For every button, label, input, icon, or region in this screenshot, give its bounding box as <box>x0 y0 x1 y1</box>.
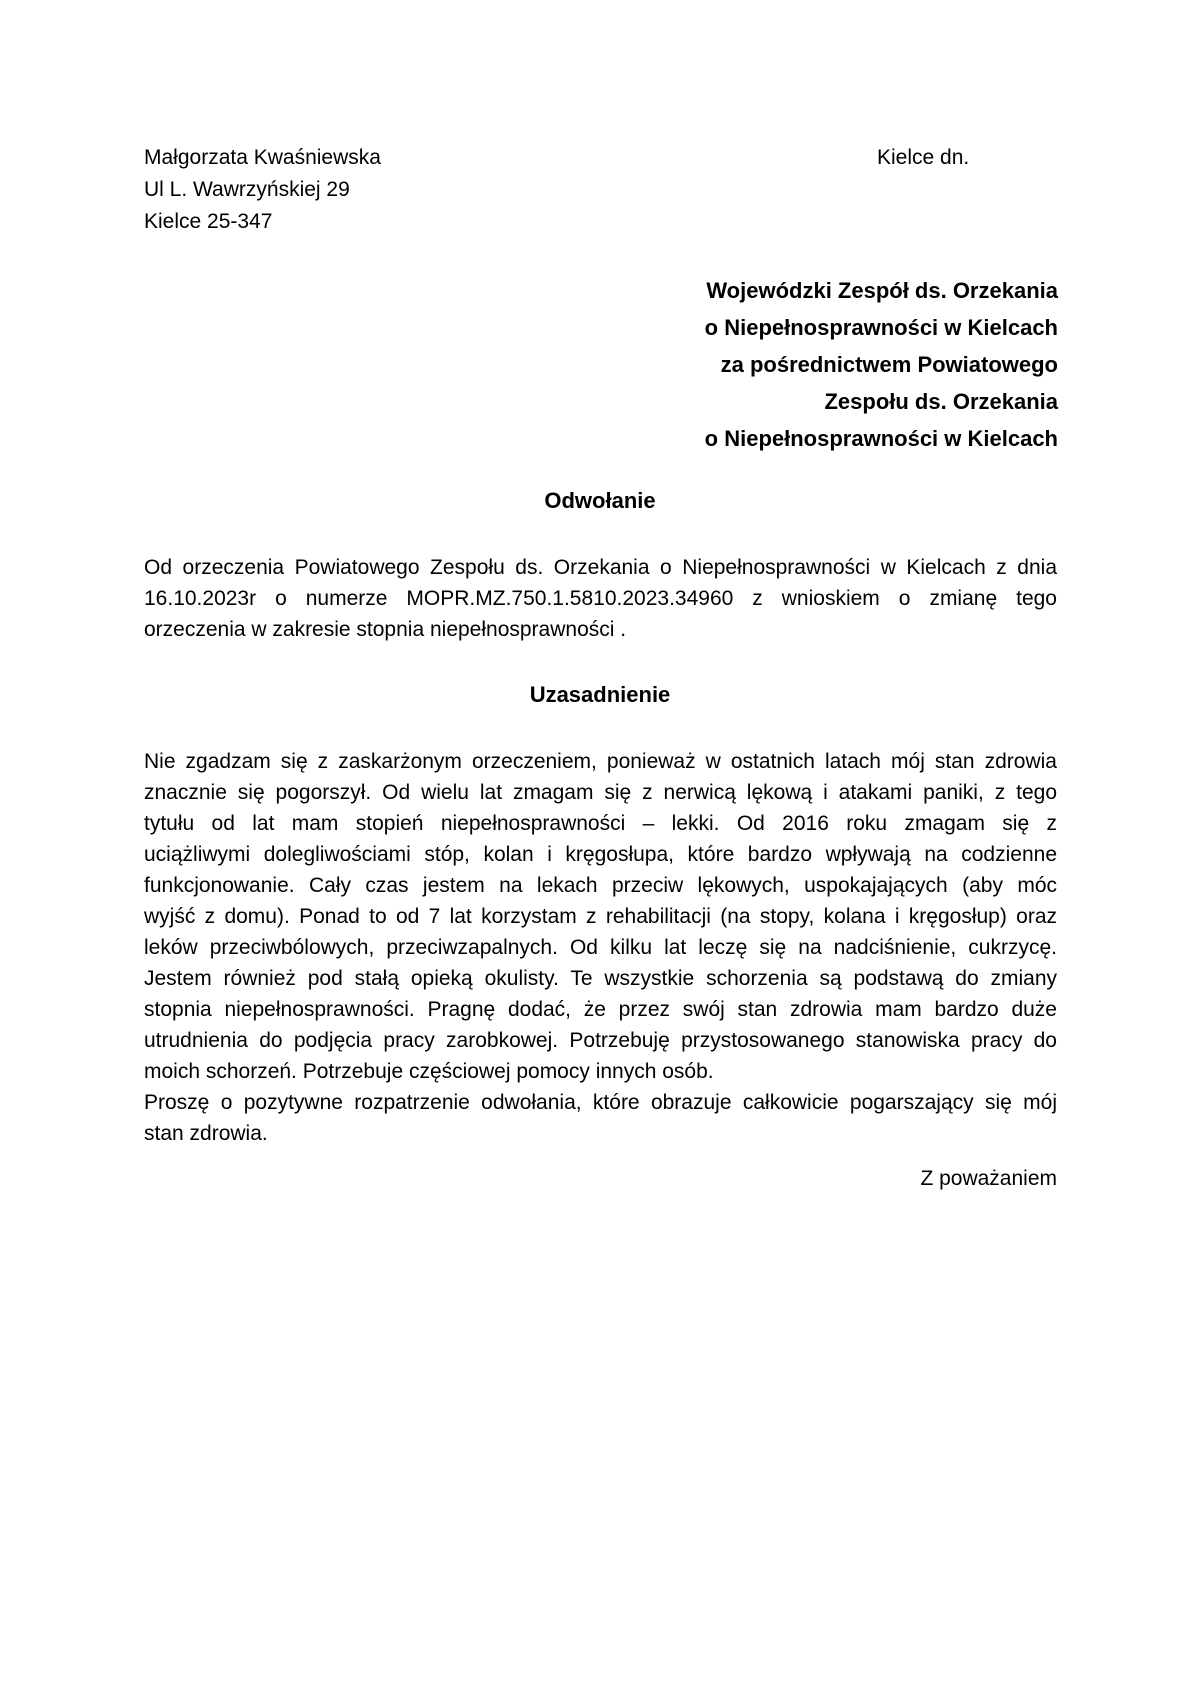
paragraph-line: Nie zgadzam się z zaskarżonym orzeczeniem, ponieważ w ostatnich latach mój stan zdrowia <box>144 750 1057 773</box>
recipient-block <box>705 272 1058 457</box>
paragraph-line: Proszę o pozytywne rozpatrzenie odwołania, które obrazuje całkowicie pogarszający się mój <box>144 1091 1057 1114</box>
appeal-heading: Odwołanie <box>544 488 656 513</box>
paragraph-line: utrudnienia do podjęcia pracy zarobkowej. Potrzebuję przystosowanego stanowiska pracy do <box>144 1029 1057 1052</box>
paragraph-line: moich schorzeń. Potrzebuje częściowej pomocy innych osób. <box>144 1060 714 1083</box>
justification-heading: Uzasadnienie <box>529 682 671 707</box>
recipient-line: o Niepełnosprawności w Kielcach <box>704 315 1058 340</box>
paragraph-line: Jestem również pod stałą opieką okulisty. Te wszystkie schorzenia są podstawą do zmiany <box>144 967 1057 990</box>
sender-block <box>144 142 381 238</box>
closing-salutation: Z poważaniem <box>920 1167 1057 1190</box>
recipient-line: Wojewódzki Zespół ds. Orzekania <box>706 278 1058 303</box>
sender-name: Małgorzata Kwaśniewska <box>144 146 381 169</box>
paragraph-line: 16.10.2023r o numerze MOPR.MZ.750.1.5810.2023.34960 z wnioskiem o zmianę tego <box>144 587 1057 610</box>
recipient-line: za pośrednictwem Powiatowego <box>720 352 1058 377</box>
sender-city: Kielce 25-347 <box>144 210 273 233</box>
recipient-line: o Niepełnosprawności w Kielcach <box>704 426 1058 451</box>
justification-paragraph <box>144 746 1057 1149</box>
place-date: Kielce dn. <box>877 146 970 169</box>
paragraph-line: stopnia niepełnosprawności. Pragnę dodać, że przez swój stan zdrowia mam bardzo duże <box>144 998 1057 1021</box>
paragraph-line: znacznie się pogorszył. Od wielu lat zmagam się z nerwicą lękową i atakami paniki, z tego <box>144 781 1057 804</box>
paragraph-line: Od orzeczenia Powiatowego Zespołu ds. Orzekania o Niepełnosprawności w Kielcach z dnia <box>144 556 1057 579</box>
paragraph-line: orzeczenia w zakresie stopnia niepełnosprawności . <box>144 618 627 641</box>
paragraph-line: funkcjonowanie. Cały czas jestem na lekach przeciw lękowych, uspokajających (aby móc <box>144 874 1057 897</box>
paragraph-line: leków przeciwbólowych, przeciwzapalnych. Od kilku lat leczę się na nadciśnienie, cukrzycę. <box>144 936 1057 959</box>
paragraph-line: stan zdrowia. <box>144 1122 268 1145</box>
sender-street: Ul L. Wawrzyńskiej 29 <box>144 178 350 201</box>
appeal-paragraph <box>144 552 1057 645</box>
recipient-line: Zespołu ds. Orzekania <box>824 389 1058 414</box>
paragraph-line: tytułu od lat mam stopień niepełnosprawności – lekki. Od 2016 roku zmagam się z <box>144 812 1057 835</box>
paragraph-line: uciążliwymi dolegliwościami stóp, kolan i kręgosłupa, które bardzo wpływają na codzienne <box>144 843 1057 866</box>
paragraph-line: wyjść z domu). Ponad to od 7 lat korzystam z rehabilitacji (na stopy, kolana i kręgosłup) oraz <box>144 905 1057 928</box>
